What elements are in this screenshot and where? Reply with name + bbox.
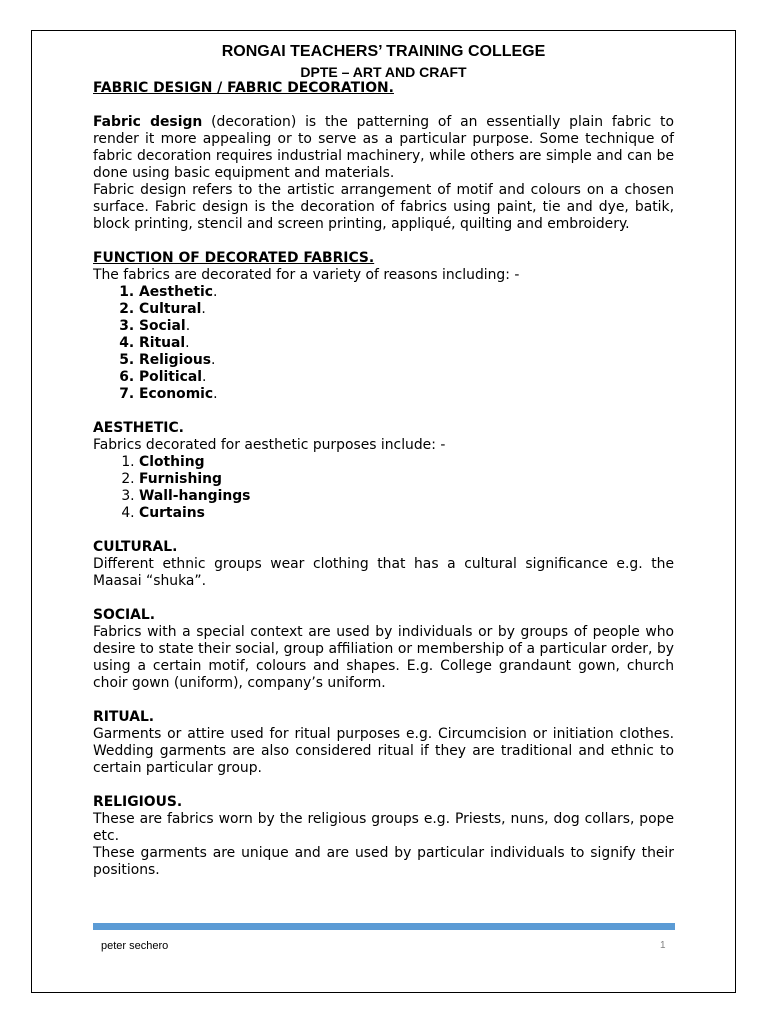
religious-heading: RELIGIOUS. <box>93 794 183 810</box>
list-item: 3. Social. <box>139 318 674 335</box>
page-number: 1 <box>660 940 666 951</box>
intro-text: (decoration) is the patterning of an essentially plain fabric to render it more appealing or to serve as a particular purpose. Some technique of fabric decoration requires industrial machinery, while others are simple and can be done using basic equipment and materials. <box>93 114 674 181</box>
aesthetic-lead: Fabrics decorated for aesthetic purposes include: - <box>93 437 446 453</box>
social-text: Fabrics with a special context are used by individuals or by groups of people who desire to state their social, group affiliation or membership of a particular order, by using a certain motif, colours and shapes. E.g. College grandaunt gown, church choir gown (uniform), company’s uniform. <box>93 624 674 691</box>
ritual-heading: RITUAL. <box>93 709 155 725</box>
document-subtitle: DPTE – ART AND CRAFT <box>300 64 467 80</box>
religious-text-1: These are fabrics worn by the religious groups e.g. Priests, nuns, dog collars, pope etc. <box>93 811 674 844</box>
list-item: 1. Aesthetic. <box>139 284 674 301</box>
cultural-text: Different ethnic groups wear clothing that has a cultural significance e.g. the Maasai “shuka”. <box>93 556 674 589</box>
ritual-text: Garments or attire used for ritual purposes e.g. Circumcision or initiation clothes. Wedding garments are also considered ritual if they are traditional and ethnic to certain particular group. <box>93 726 674 776</box>
intro-paragraph-1 <box>93 114 674 182</box>
list-item: 2. Furnishing <box>139 471 674 488</box>
intro-term: Fabric design <box>93 114 203 130</box>
main-heading: FABRIC DESIGN / FABRIC DECORATION. <box>93 80 394 96</box>
document-title: RONGAI TEACHERS’ TRAINING COLLEGE <box>221 43 546 60</box>
functions-heading: FUNCTION OF DECORATED FABRICS. <box>93 250 375 266</box>
cultural-heading: CULTURAL. <box>93 539 178 555</box>
religious-text-2: These garments are unique and are used by particular individuals to signify their positions. <box>93 845 674 878</box>
intro-paragraph-2: Fabric design refers to the artistic arrangement of motif and colours on a chosen surface. Fabric design is the decoration of fabrics using paint, tie and dye, batik, block printing, stencil and screen printing, appliqué, quilting and embroidery. <box>93 182 674 232</box>
list-item: 5. Religious. <box>139 352 674 369</box>
list-item: 4. Curtains <box>139 505 674 522</box>
functions-lead: The fabrics are decorated for a variety of reasons including: - <box>93 267 520 283</box>
list-item: 6. Political. <box>139 369 674 386</box>
aesthetic-list <box>93 454 674 522</box>
footer-rule <box>93 923 675 930</box>
document-body <box>93 42 674 879</box>
list-item: 2. Cultural. <box>139 301 674 318</box>
social-heading: SOCIAL. <box>93 607 156 623</box>
list-item: 3. Wall-hangings <box>139 488 674 505</box>
footer-author: peter sechero <box>101 940 169 952</box>
aesthetic-heading: AESTHETIC. <box>93 420 184 436</box>
functions-list <box>93 284 674 403</box>
list-item: 7. Economic. <box>139 386 674 403</box>
list-item: 4. Ritual. <box>139 335 674 352</box>
list-item: 1. Clothing <box>139 454 674 471</box>
